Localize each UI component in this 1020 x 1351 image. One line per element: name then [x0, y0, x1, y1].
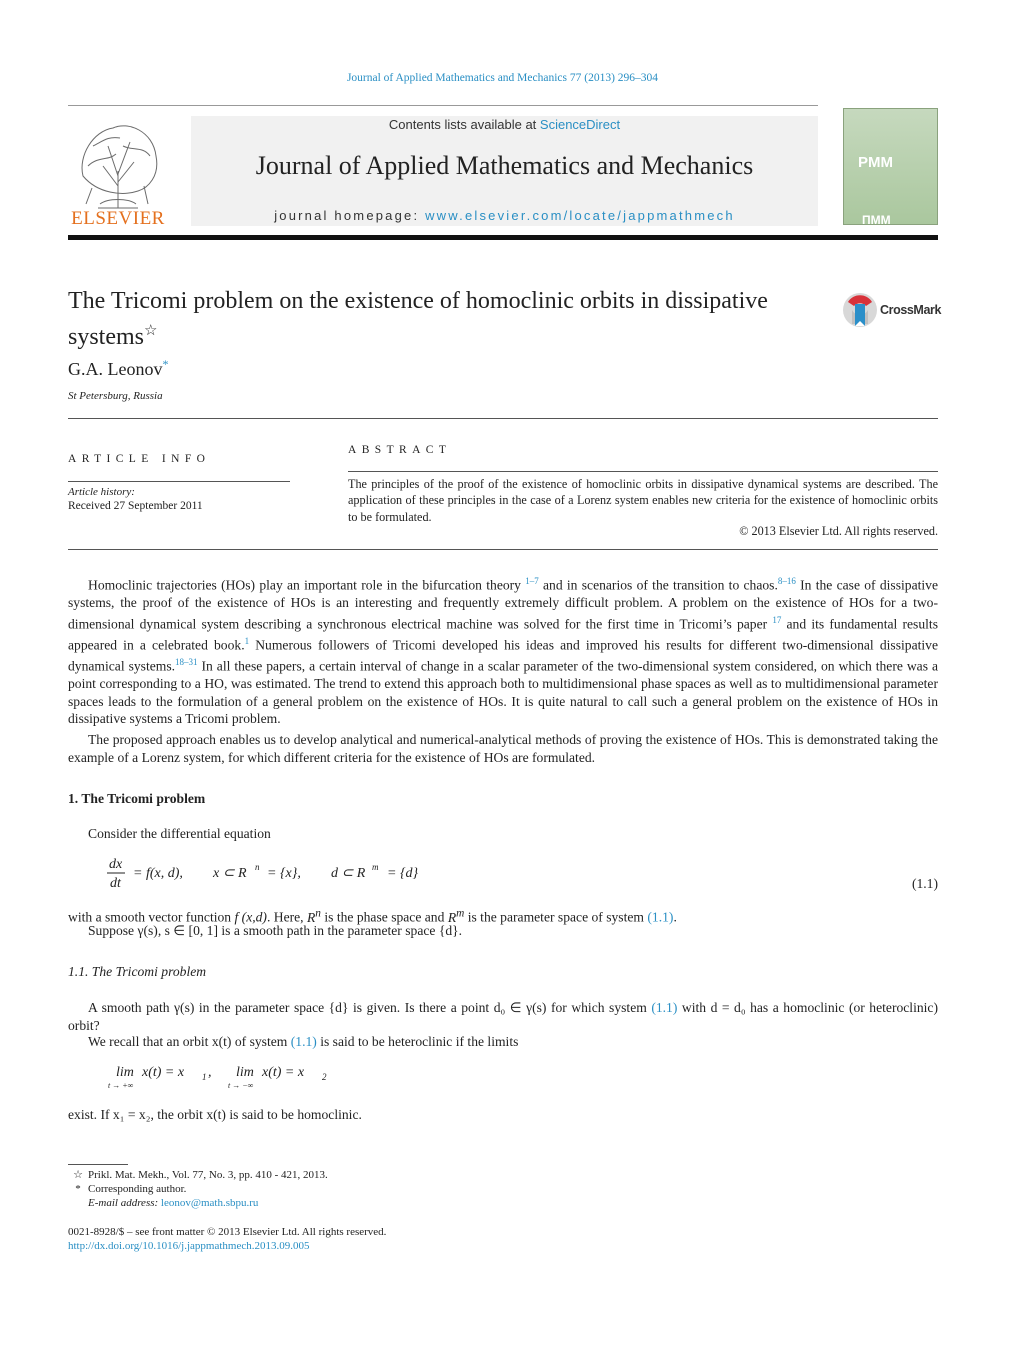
- p4-text-a: with a smooth vector function: [68, 909, 235, 925]
- sciencedirect-link[interactable]: ScienceDirect: [539, 117, 621, 132]
- subsection-1-1-heading: 1.1. The Tricomi problem: [68, 964, 207, 979]
- svg-text:1: 1: [202, 1072, 207, 1082]
- p7-text-b: is said to be heteroclinic if the limits: [316, 1034, 519, 1049]
- p4-rn: $R^n$: [306, 907, 321, 925]
- svg-text:= {x},: = {x},: [267, 866, 301, 881]
- p4-text-e: is the parameter space of system: [464, 909, 648, 925]
- article-info-rule: [68, 481, 290, 482]
- article-title: [68, 286, 788, 352]
- equation-1-1-number: (1.1): [911, 876, 938, 891]
- ref-link-1-7[interactable]: 1–7: [525, 576, 539, 586]
- journal-cover-image[interactable]: [843, 108, 938, 225]
- svg-text:= f(x, d),: = f(x, d),: [133, 866, 183, 881]
- author-affiliation: St Petersburg, Russia: [68, 390, 163, 402]
- svg-text:dt: dt: [110, 876, 121, 891]
- p4-text-c: . Here,: [266, 909, 307, 925]
- svg-text:n: n: [255, 862, 260, 872]
- crossmark-label[interactable]: CrossMark: [880, 303, 942, 317]
- author-name: [68, 357, 168, 380]
- ref-link-18-31[interactable]: 18–31: [175, 656, 198, 667]
- p1-text-e: Numerous followers of Tricomi developed his ideas and improved his results for different two-dimensional dissipative dynamical systems.: [68, 637, 938, 674]
- doi-link[interactable]: http://dx.doi.org/10.1016/j.jappmathmech.2013.09.005: [68, 1240, 310, 1252]
- paragraph-heteroclinic: [88, 1034, 518, 1050]
- footnote-2-mark: *: [75, 1183, 81, 1195]
- eq-ref-1-1-b[interactable]: (1.1): [651, 1000, 678, 1015]
- email-link[interactable]: leonov@math.sbpu.ru: [160, 1197, 259, 1209]
- svg-text:x(t) = x: x(t) = x: [262, 1065, 305, 1080]
- p1-text-c: In the case of dissipative systems, the proof of the existence of HOs is an interesting and frequently extremely difficult problem. A problem on the existence of HOs for a two-dimensional dynamical system describing a synchronous electrical machine was solved for the first time in Tricomi’s paper: [68, 577, 938, 632]
- journal-citation-link[interactable]: Journal of Applied Mathematics and Mechanics 77 (2013) 296–304: [346, 72, 659, 84]
- abstract-text: The principles of the proof of the existence of homoclinic orbits in dissipative dynamical systems are described. The application of these principles in the case of a Lorenz system enables new criteria for the existence of homoclinic orbits to be formulated.: [348, 477, 938, 524]
- journal-name: Journal of Applied Mathematics and Mechanics: [255, 151, 754, 180]
- svg-text:,: ,: [208, 1065, 212, 1080]
- paragraph-homoclinic-definition: exist. If x₁ = x₂, the orbit x(t) is said to be homoclinic.: [68, 1107, 362, 1122]
- article-title-text: The Tricomi problem on the existence of homoclinic orbits in dissipative systems: [68, 288, 768, 350]
- p4-text-f: .: [673, 909, 677, 925]
- p1-text-a: Homoclinic trajectories (HOs) play an important role in the bifurcation theory: [88, 577, 526, 593]
- p4-text-d: is the phase space and: [320, 909, 448, 925]
- section-1-heading: 1. The Tricomi problem: [68, 791, 206, 806]
- footnote-rule: [68, 1164, 128, 1165]
- eq-ref-1-1-c[interactable]: (1.1): [290, 1034, 317, 1049]
- issn-line: 0021-8928/$ – see front matter © 2013 Elsevier Ltd. All rights reserved.: [68, 1226, 387, 1238]
- ref-link-1[interactable]: 1: [244, 635, 250, 646]
- intro-paragraph-2: The proposed approach enables us to develop analytical and numerical-analytical methods of proving the existence of HOs. This is demonstrated taking the example of a Lorenz system, for which different criteria for the existence of HOs are formulated.: [68, 732, 938, 765]
- paragraph-smooth-path: [68, 999, 938, 1034]
- author-name-text: G.A. Leonov: [68, 359, 163, 379]
- svg-text:m: m: [372, 862, 379, 872]
- abstract-heading: ABSTRACT: [348, 444, 452, 456]
- footnote-1-mark: ☆: [73, 1169, 83, 1181]
- contents-line: [191, 117, 818, 132]
- p4-rm: $R^m$: [447, 907, 465, 925]
- ref-link-17[interactable]: 17: [772, 614, 782, 625]
- svg-text:x ⊂ R: x ⊂ R: [213, 866, 247, 881]
- article-info-heading: ARTICLE INFO: [68, 453, 211, 465]
- article-history-label: Article history:: [68, 486, 135, 498]
- ref-link-8-16[interactable]: 8–16: [777, 576, 796, 586]
- received-date: Received 27 September 2011: [68, 500, 203, 512]
- p7-text-a: We recall that an orbit x(t) of system: [88, 1034, 291, 1049]
- svg-text:x(t) = x: x(t) = x: [142, 1065, 185, 1080]
- equation-limits: [108, 1060, 348, 1092]
- title-footnote-mark[interactable]: ☆: [144, 323, 158, 339]
- cover-title: PMM: [858, 154, 893, 171]
- cover-bottom-title: ПММ: [862, 213, 891, 227]
- footnote-1-text: Prikl. Mat. Mekh., Vol. 77, No. 3, pp. 410 - 421, 2013.: [88, 1169, 328, 1181]
- svg-text:t → −∞: t → −∞: [228, 1081, 254, 1090]
- homepage-line: [191, 208, 818, 223]
- eq-ref-1-1-a[interactable]: (1.1): [647, 909, 674, 925]
- svg-text:lim: lim: [236, 1065, 254, 1080]
- header-bottom-rule: [68, 235, 938, 240]
- p1-text-f: In all these papers, a certain interval of change in a scalar parameter of the two-dimensional system considered, on which there was a point corresponding to a HO, was estimated. The trend to extend this approach both to multidimensional phase spaces as well as to multidimensional parameter spaces leads to the formulation of a general problem on the existence of HOs. It is quite natural to call such a general problem on the existence of HOs in dissipative systems a Tricomi problem.: [68, 658, 939, 727]
- svg-text:dx: dx: [109, 857, 123, 872]
- svg-text:= {d}: = {d}: [387, 866, 419, 881]
- footnote-corresponding: [68, 1182, 186, 1196]
- paragraph-consider: Consider the differential equation: [88, 826, 271, 841]
- p1-text-b: and in scenarios of the transition to chaos.: [538, 577, 778, 593]
- elsevier-wordmark: ELSEVIER: [71, 208, 165, 229]
- intro-paragraph-1: [68, 573, 938, 728]
- abstract-copyright: © 2013 Elsevier Ltd. All rights reserved.: [739, 524, 938, 538]
- p6-text-b: with d = d₀ has a homoclinic (or heteroclinic) orbit?: [68, 1000, 938, 1033]
- email-label: E-mail address:: [88, 1197, 161, 1209]
- svg-text:lim: lim: [116, 1065, 134, 1080]
- svg-text:d ⊂ R: d ⊂ R: [331, 866, 366, 881]
- paragraph-suppose: Suppose γ(s), s ∈ [0, 1] is a smooth path in the parameter space {d}.: [88, 923, 463, 938]
- footnote-original-source: [68, 1168, 328, 1182]
- info-top-rule: [68, 418, 938, 419]
- footnote-2-text: Corresponding author.: [88, 1183, 187, 1195]
- header-top-rule: [68, 105, 818, 106]
- equation-1-1: [107, 855, 447, 891]
- abstract-rule: [348, 471, 938, 472]
- homepage-prefix: journal homepage:: [274, 208, 426, 223]
- p4-fxd: f (x,d): [234, 909, 267, 925]
- homepage-link[interactable]: www.elsevier.com/locate/jappmathmech: [425, 208, 735, 223]
- svg-text:2: 2: [322, 1072, 327, 1082]
- footnote-email: [68, 1196, 258, 1210]
- svg-text:t → +∞: t → +∞: [108, 1081, 134, 1090]
- abstract-bottom-rule: [68, 549, 938, 550]
- contents-prefix: Contents lists available at: [388, 117, 540, 132]
- author-corresponding-mark[interactable]: *: [162, 357, 169, 371]
- p6-text-a: A smooth path γ(s) in the parameter space {d} is given. Is there a point d₀ ∈ γ(s) for which system: [88, 1000, 652, 1015]
- p1-text-d: and its fundamental results appeared in a celebrated book.: [68, 616, 938, 653]
